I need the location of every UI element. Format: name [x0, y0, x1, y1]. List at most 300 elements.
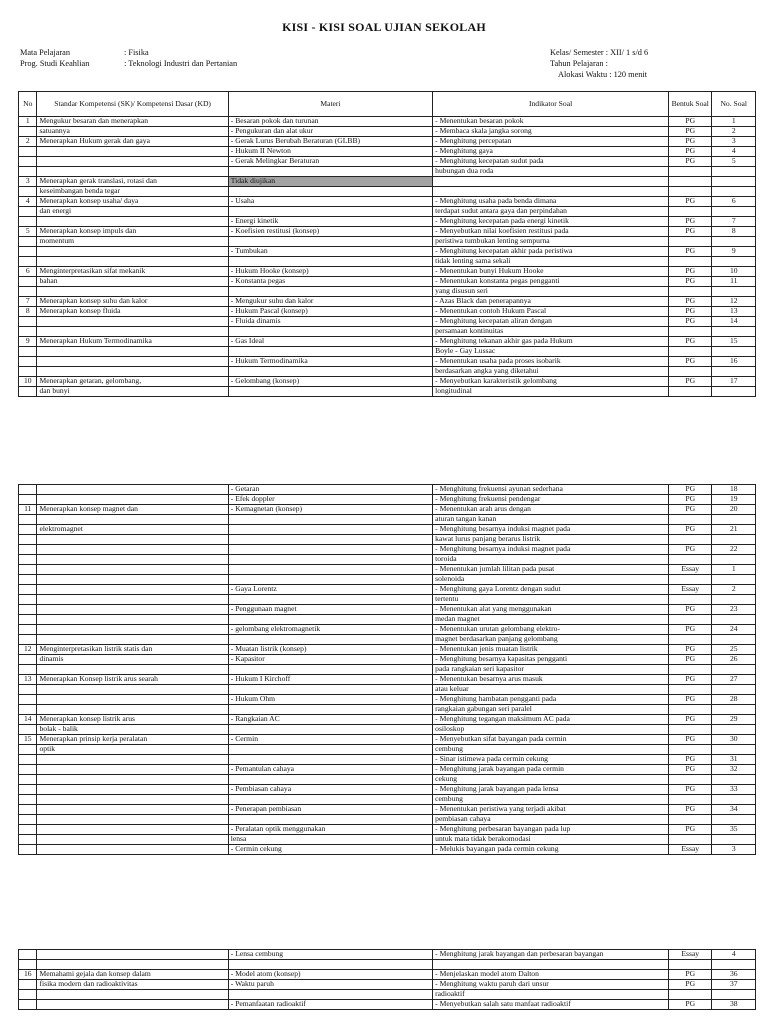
cell-indikator: hubungan dua roda — [433, 167, 669, 177]
cell-bentuk-soal: PG — [669, 755, 712, 765]
table-row — [19, 167, 756, 177]
cell-bentuk-soal: Essay — [669, 845, 712, 855]
cell-materi: - Peralatan optik menggunakan — [228, 825, 432, 835]
table-body — [19, 117, 756, 397]
cell-indikator: berdasarkan angka yang diketahui — [433, 367, 669, 377]
cell-indikator — [433, 177, 669, 187]
table-row — [19, 257, 756, 267]
table-row — [19, 960, 756, 970]
cell-no-soal: 3 — [712, 845, 756, 855]
cell-kompetensi — [37, 705, 228, 715]
cell-indikator: solenoida — [433, 575, 669, 585]
cell-bentuk-soal: PG — [669, 625, 712, 635]
table-row — [19, 825, 756, 835]
cell-no-soal — [712, 960, 756, 970]
cell-materi — [228, 535, 432, 545]
cell-indikator: - Menentukan contoh Hukum Pascal — [433, 307, 669, 317]
cell-no — [19, 615, 37, 625]
cell-bentuk-soal: PG — [669, 785, 712, 795]
cell-no-soal: 18 — [712, 485, 756, 495]
table-row — [19, 575, 756, 585]
cell-indikator: pembiasan cahaya — [433, 815, 669, 825]
cell-materi — [228, 327, 432, 337]
cell-no — [19, 535, 37, 545]
cell-no — [19, 655, 37, 665]
table-row — [19, 337, 756, 347]
cell-no — [19, 705, 37, 715]
cell-bentuk-soal — [669, 665, 712, 675]
meta-right — [550, 47, 648, 80]
cell-kompetensi — [37, 990, 228, 1000]
cell-kompetensi: fisika modern dan radioaktivitas — [37, 980, 228, 990]
cell-indikator: - Menyebutkan nilai koefisien restitusi pada — [433, 227, 669, 237]
cell-materi — [228, 565, 432, 575]
cell-materi: - Penerapan pembiasan — [228, 805, 432, 815]
cell-kompetensi: Menerapkan getaran, gelombang, — [37, 377, 228, 387]
cell-indikator: cembung — [433, 745, 669, 755]
cell-kompetensi — [37, 765, 228, 775]
cell-no-soal — [712, 347, 756, 357]
table-row — [19, 675, 756, 685]
table-row — [19, 755, 756, 765]
cell-no — [19, 745, 37, 755]
cell-bentuk-soal: PG — [669, 675, 712, 685]
cell-no-soal: 19 — [712, 495, 756, 505]
cell-no — [19, 980, 37, 990]
cell-no — [19, 545, 37, 555]
cell-no — [19, 387, 37, 397]
cell-materi: - Mengukur suhu dan kalor — [228, 297, 432, 307]
kisi-table-2 — [18, 484, 756, 855]
table-row — [19, 795, 756, 805]
cell-indikator — [433, 960, 669, 970]
prog-label: Prog. Studi Keahlian — [20, 59, 90, 68]
cell-no — [19, 585, 37, 595]
cell-no: 15 — [19, 735, 37, 745]
cell-no-soal — [712, 705, 756, 715]
cell-bentuk-soal — [669, 960, 712, 970]
cell-indikator: - Menyebutkan karakteristik gelombang — [433, 377, 669, 387]
cell-materi: - Gaya Lorentz — [228, 585, 432, 595]
cell-no-soal: 14 — [712, 317, 756, 327]
table-row — [19, 950, 756, 960]
cell-bentuk-soal: PG — [669, 337, 712, 347]
cell-materi: - Hukum Pascal (konsep) — [228, 307, 432, 317]
cell-bentuk-soal: PG — [669, 217, 712, 227]
cell-bentuk-soal: PG — [669, 715, 712, 725]
table-row — [19, 765, 756, 775]
cell-no-soal: 31 — [712, 755, 756, 765]
cell-indikator: - Azas Black dan penerapannya — [433, 297, 669, 307]
cell-no-soal — [712, 535, 756, 545]
cell-indikator: - Menghitung tegangan maksimum AC pada — [433, 715, 669, 725]
cell-materi: - Pemantulan cahaya — [228, 765, 432, 775]
cell-indikator: osiloskop — [433, 725, 669, 735]
cell-no — [19, 147, 37, 157]
cell-no-soal — [712, 167, 756, 177]
cell-indikator: yang disusun seri — [433, 287, 669, 297]
cell-bentuk-soal — [669, 575, 712, 585]
table-row — [19, 735, 756, 745]
cell-materi — [228, 795, 432, 805]
cell-no-soal — [712, 327, 756, 337]
cell-kompetensi: bahan — [37, 277, 228, 287]
table-row — [19, 775, 756, 785]
cell-no — [19, 755, 37, 765]
cell-no — [19, 695, 37, 705]
cell-kompetensi — [37, 665, 228, 675]
table-row — [19, 387, 756, 397]
cell-bentuk-soal — [669, 685, 712, 695]
cell-indikator: - Menghitung besarnya induksi magnet pada — [433, 525, 669, 535]
cell-no-soal — [712, 665, 756, 675]
cell-bentuk-soal: PG — [669, 197, 712, 207]
table-row — [19, 307, 756, 317]
cell-materi — [228, 545, 432, 555]
cell-bentuk-soal: PG — [669, 655, 712, 665]
table-row — [19, 525, 756, 535]
table-row — [19, 347, 756, 357]
cell-materi — [228, 755, 432, 765]
cell-kompetensi: Menerapkan konsep impuls dan — [37, 227, 228, 237]
cell-bentuk-soal — [669, 745, 712, 755]
cell-indikator: radioaktif — [433, 990, 669, 1000]
cell-indikator: - Menentukan alat yang menggunakan — [433, 605, 669, 615]
cell-bentuk-soal: PG — [669, 277, 712, 287]
cell-indikator: - Menghitung frekuensi pendengar — [433, 495, 669, 505]
cell-no — [19, 485, 37, 495]
cell-no: 8 — [19, 307, 37, 317]
cell-materi: - Fluida dinamis — [228, 317, 432, 327]
cell-no-soal: 10 — [712, 267, 756, 277]
cell-indikator: - Menghitung percepatan — [433, 137, 669, 147]
cell-indikator: cembung — [433, 795, 669, 805]
cell-no-soal — [712, 575, 756, 585]
cell-materi — [228, 257, 432, 267]
cell-no-soal — [712, 515, 756, 525]
cell-no — [19, 157, 37, 167]
cell-indikator: - Menyebutkan salah satu manfaat radioaktif — [433, 1000, 669, 1010]
cell-no-soal: 8 — [712, 227, 756, 237]
cell-no — [19, 845, 37, 855]
cell-indikator: - Sinar istimewa pada cermin cekung — [433, 755, 669, 765]
cell-bentuk-soal: PG — [669, 307, 712, 317]
cell-kompetensi — [37, 495, 228, 505]
table-row — [19, 715, 756, 725]
cell-bentuk-soal: PG — [669, 825, 712, 835]
cell-indikator: - Menentukan peristiwa yang terjadi akibat — [433, 805, 669, 815]
cell-kompetensi — [37, 960, 228, 970]
header-bentuk-soal: Bentuk Soal — [669, 92, 712, 117]
kisi-table-1 — [18, 91, 756, 397]
cell-kompetensi: Menerapkan gerak translasi, rotasi dan — [37, 177, 228, 187]
cell-materi — [228, 367, 432, 377]
cell-no-soal — [712, 615, 756, 625]
cell-no-soal — [712, 795, 756, 805]
cell-no-soal: 13 — [712, 307, 756, 317]
cell-materi: - Tumbukan — [228, 247, 432, 257]
cell-no — [19, 1000, 37, 1010]
table-row — [19, 725, 756, 735]
cell-materi: - Gerak Melingkar Beraturan — [228, 157, 432, 167]
cell-bentuk-soal — [669, 835, 712, 845]
cell-bentuk-soal: PG — [669, 805, 712, 815]
cell-indikator: - Menghitung kecepatan pada energi kinetik — [433, 217, 669, 227]
table-row — [19, 655, 756, 665]
table-row — [19, 297, 756, 307]
table-row — [19, 197, 756, 207]
cell-materi: lensa — [228, 835, 432, 845]
prog-value: : Teknologi Industri dan Pertanian — [124, 59, 238, 68]
cell-kompetensi — [37, 347, 228, 357]
cell-bentuk-soal — [669, 990, 712, 1000]
cell-bentuk-soal — [669, 795, 712, 805]
cell-materi: - Lensa cembung — [228, 950, 432, 960]
cell-no — [19, 785, 37, 795]
table-row — [19, 990, 756, 1000]
table-row — [19, 317, 756, 327]
cell-indikator: - Membaca skala jangka sorong — [433, 127, 669, 137]
table-row — [19, 645, 756, 655]
cell-bentuk-soal — [669, 167, 712, 177]
cell-materi: - Pemanfaatan radioaktif — [228, 1000, 432, 1010]
table-row — [19, 357, 756, 367]
cell-indikator: - Menghitung hambatan pengganti pada — [433, 695, 669, 705]
table-row — [19, 187, 756, 197]
cell-bentuk-soal: PG — [669, 505, 712, 515]
cell-no-soal: 17 — [712, 377, 756, 387]
cell-kompetensi — [37, 545, 228, 555]
cell-materi: - Getaran — [228, 485, 432, 495]
cell-materi — [228, 745, 432, 755]
cell-kompetensi — [37, 485, 228, 495]
cell-materi: - Besaran pokok dan turunan — [228, 117, 432, 127]
cell-no-soal: 27 — [712, 675, 756, 685]
cell-no — [19, 795, 37, 805]
cell-materi: - Cermin cekung — [228, 845, 432, 855]
cell-materi: - Hukum Hooke (konsep) — [228, 267, 432, 277]
cell-bentuk-soal: PG — [669, 297, 712, 307]
cell-bentuk-soal — [669, 257, 712, 267]
header-no-soal: No. Soal — [712, 92, 756, 117]
cell-indikator: - Menghitung jarak bayangan pada lensa — [433, 785, 669, 795]
cell-kompetensi — [37, 367, 228, 377]
table-row — [19, 515, 756, 525]
table-row — [19, 227, 756, 237]
cell-bentuk-soal: PG — [669, 317, 712, 327]
cell-no: 2 — [19, 137, 37, 147]
header-no: No — [19, 92, 37, 117]
cell-no-soal: 5 — [712, 157, 756, 167]
cell-kompetensi: dinamis — [37, 655, 228, 665]
cell-kompetensi: Menerapkan konsep magnet dan — [37, 505, 228, 515]
cell-bentuk-soal: PG — [669, 267, 712, 277]
cell-materi — [228, 237, 432, 247]
cell-no-soal — [712, 595, 756, 605]
cell-indikator: - Menghitung usaha pada benda dimana — [433, 197, 669, 207]
cell-kompetensi — [37, 157, 228, 167]
cell-materi: - Usaha — [228, 197, 432, 207]
cell-bentuk-soal — [669, 705, 712, 715]
cell-indikator: - Melukis bayangan pada cermin cekung — [433, 845, 669, 855]
table-row — [19, 835, 756, 845]
cell-indikator: persamaan kontinuitas — [433, 327, 669, 337]
cell-bentuk-soal: PG — [669, 247, 712, 257]
cell-no-soal: 36 — [712, 970, 756, 980]
cell-no — [19, 565, 37, 575]
cell-materi: - Hukum I Kirchoff — [228, 675, 432, 685]
cell-bentuk-soal — [669, 347, 712, 357]
table-row — [19, 635, 756, 645]
cell-no-soal: 37 — [712, 980, 756, 990]
cell-indikator: untuk mata tidak berakomodasi — [433, 835, 669, 845]
cell-no-soal: 38 — [712, 1000, 756, 1010]
cell-kompetensi — [37, 217, 228, 227]
cell-no — [19, 635, 37, 645]
cell-bentuk-soal: Essay — [669, 585, 712, 595]
cell-kompetensi — [37, 1000, 228, 1010]
cell-materi: - Penggunaan magnet — [228, 605, 432, 615]
cell-no — [19, 357, 37, 367]
table-row — [19, 485, 756, 495]
cell-bentuk-soal — [669, 535, 712, 545]
cell-no — [19, 187, 37, 197]
cell-kompetensi: optik — [37, 745, 228, 755]
cell-materi — [228, 595, 432, 605]
cell-materi — [228, 347, 432, 357]
table-block-2 — [18, 484, 756, 855]
cell-kompetensi: Menerapkan Hukum Termodinamika — [37, 337, 228, 347]
cell-materi: - Rangkaian AC — [228, 715, 432, 725]
cell-materi — [228, 387, 432, 397]
cell-materi: - Muatan listrik (konsep) — [228, 645, 432, 655]
cell-no: 16 — [19, 970, 37, 980]
table-row — [19, 555, 756, 565]
cell-no — [19, 595, 37, 605]
table-row — [19, 805, 756, 815]
cell-kompetensi — [37, 167, 228, 177]
header-indikator: Indikator Soal — [433, 92, 669, 117]
table-row — [19, 980, 756, 990]
cell-indikator: magnet berdasarkan panjang gelombang — [433, 635, 669, 645]
cell-bentuk-soal: PG — [669, 970, 712, 980]
cell-no-soal: 9 — [712, 247, 756, 257]
cell-kompetensi: satuannya — [37, 127, 228, 137]
cell-bentuk-soal: Essay — [669, 950, 712, 960]
cell-indikator: terdapat sudut antara gaya dan perpindahan — [433, 207, 669, 217]
cell-no-soal: 25 — [712, 645, 756, 655]
cell-materi — [228, 725, 432, 735]
cell-no-soal — [712, 387, 756, 397]
cell-no — [19, 665, 37, 675]
cell-no-soal: 2 — [712, 127, 756, 137]
table-row — [19, 127, 756, 137]
cell-no-soal — [712, 745, 756, 755]
table-row — [19, 665, 756, 675]
cell-materi: - Gelombang (konsep) — [228, 377, 432, 387]
cell-no — [19, 990, 37, 1000]
cell-no-soal — [712, 635, 756, 645]
cell-bentuk-soal: PG — [669, 735, 712, 745]
cell-no-soal — [712, 725, 756, 735]
cell-materi: - Model atom (konsep) — [228, 970, 432, 980]
cell-no-soal — [712, 685, 756, 695]
cell-no-soal: 6 — [712, 197, 756, 207]
cell-kompetensi: Menerapkan konsep usaha/ daya — [37, 197, 228, 207]
cell-bentuk-soal: PG — [669, 525, 712, 535]
cell-no: 10 — [19, 377, 37, 387]
cell-kompetensi: Menerapkan Hukum gerak dan gaya — [37, 137, 228, 147]
cell-bentuk-soal: PG — [669, 117, 712, 127]
cell-bentuk-soal: PG — [669, 695, 712, 705]
table-row — [19, 117, 756, 127]
table-row — [19, 267, 756, 277]
cell-no: 5 — [19, 227, 37, 237]
cell-bentuk-soal: PG — [669, 227, 712, 237]
cell-kompetensi — [37, 615, 228, 625]
cell-materi — [228, 635, 432, 645]
cell-kompetensi: Mengukur besaran dan menerapkan — [37, 117, 228, 127]
cell-no-soal: 2 — [712, 585, 756, 595]
cell-kompetensi: bolak - balik — [37, 725, 228, 735]
cell-indikator: longitudinal — [433, 387, 669, 397]
cell-no-soal: 34 — [712, 805, 756, 815]
table-row — [19, 705, 756, 715]
cell-indikator: - Menghitung kecepatan aliran dengan — [433, 317, 669, 327]
cell-indikator — [433, 187, 669, 197]
cell-no-soal — [712, 257, 756, 267]
header-sk: Standar Kompetensi (SK)/ Kompetensi Dasar (KD) — [37, 92, 228, 117]
mapel-value: : Fisika — [124, 48, 149, 57]
cell-bentuk-soal: PG — [669, 605, 712, 615]
table-row — [19, 327, 756, 337]
cell-materi: - Kapasitor — [228, 655, 432, 665]
cell-no-soal: 22 — [712, 545, 756, 555]
cell-materi: - Kemagnetan (konsep) — [228, 505, 432, 515]
table-row — [19, 377, 756, 387]
table-row — [19, 685, 756, 695]
table-row — [19, 505, 756, 515]
cell-indikator: - Menghitung tekanan akhir gas pada Hukum — [433, 337, 669, 347]
cell-no-soal: 12 — [712, 297, 756, 307]
cell-bentuk-soal — [669, 595, 712, 605]
cell-bentuk-soal — [669, 775, 712, 785]
page-title: KISI - KISI SOAL UJIAN SEKOLAH — [282, 20, 486, 34]
cell-kompetensi — [37, 785, 228, 795]
cell-no-soal: 4 — [712, 147, 756, 157]
cell-materi: - Hukum Ohm — [228, 695, 432, 705]
cell-bentuk-soal: PG — [669, 157, 712, 167]
cell-no: 1 — [19, 117, 37, 127]
cell-kompetensi: Menginterpretasikan listrik statis dan — [37, 645, 228, 655]
cell-kompetensi: Menerapkan konsep listrik arus — [37, 715, 228, 725]
cell-no-soal — [712, 237, 756, 247]
cell-no — [19, 207, 37, 217]
table-row — [19, 287, 756, 297]
table-row — [19, 615, 756, 625]
cell-no — [19, 605, 37, 615]
cell-materi: Tidak diujikan — [228, 177, 432, 187]
table-row — [19, 745, 756, 755]
cell-no-soal: 1 — [712, 117, 756, 127]
cell-no-soal: 15 — [712, 337, 756, 347]
cell-kompetensi — [37, 775, 228, 785]
table-block-1 — [18, 91, 756, 397]
cell-no-soal: 32 — [712, 765, 756, 775]
cell-no — [19, 575, 37, 585]
cell-no — [19, 950, 37, 960]
cell-indikator: tidak lenting sama sekali — [433, 257, 669, 267]
